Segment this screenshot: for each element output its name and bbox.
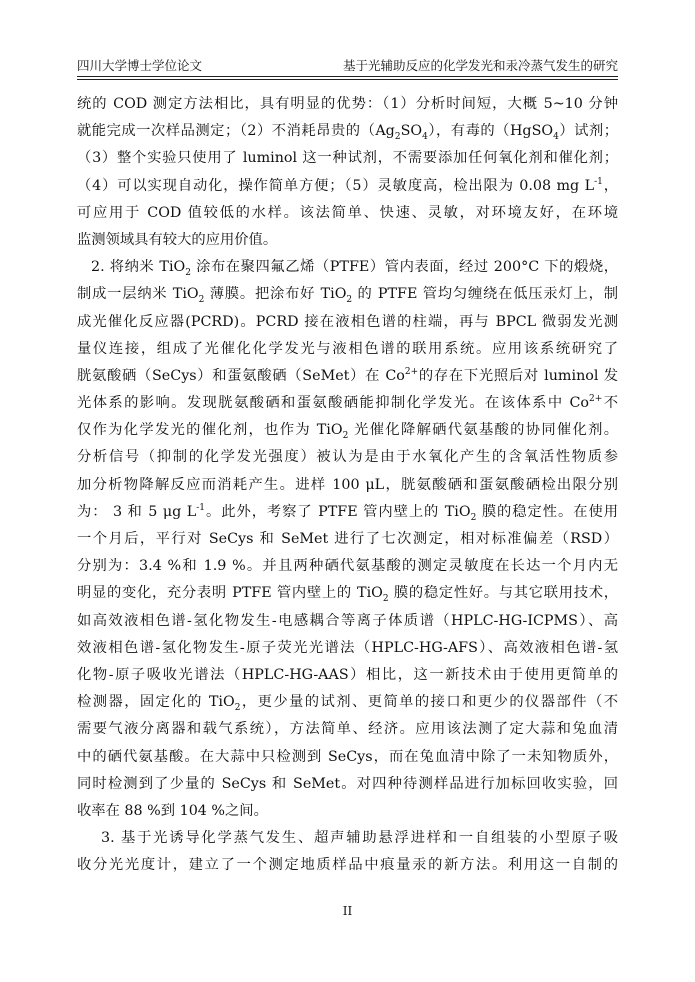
text-line: 中的硒代氨基酸。在大蒜中只检测到 SeCys，而在兔血清中除了一未知物质外， bbox=[77, 748, 618, 765]
text-line: 加分析物降解反应而消耗产生。进样 100 μL，胱氨酸硒和蛋氨酸硒检出限分别 bbox=[77, 476, 618, 493]
text-line: 一个月后，平行对 SeCys 和 SeMet 进行了七次测定，相对标准偏差（RSD） bbox=[77, 531, 618, 547]
text-line: 胱氨酸硒（SeCys）和蛋氨酸硒（SeMet）在 $Co^{2+}$的存在下光照后对 luminol 发 bbox=[77, 367, 618, 384]
text-line: 检测器，固定化的 TiO$_2$，更少量的试剂、更简单的接口和更少的仪器部件（不 bbox=[77, 694, 618, 713]
text-line: 为： 3 和 5 μg $L^{-1}$。此外，考察了 PTFE 管内壁上的 TiO$_2$ 膜的稳定性。在使用 bbox=[77, 503, 618, 523]
header-rule bbox=[77, 76, 618, 77]
text-line: 分析信号（抑制的化学发光强度）被认为是由于水氧化产生的含氧活性物质参 bbox=[77, 449, 618, 466]
text-line: 统的 COD 测定方法相比，具有明显的优势：（1）分析时间短，大概 5~10 分钟 bbox=[77, 96, 618, 112]
text-line: 3. 基于光诱导化学蒸气发生、超声辅助悬浮进样和一自组装的小型原子吸 bbox=[101, 830, 618, 847]
header-right: 基于光辅助反应的化学发光和汞冷蒸气发生的研究 bbox=[342, 58, 618, 73]
text-line: 效液相色谱-氢化物发生-原子荧光光谱法（HPLC-HG-AFS）、高效液相色谱-氢 bbox=[77, 639, 618, 656]
text-line: 可应用于 COD 值较低的水样。该法简单、快速、灵敏，对环境友好，在环境 bbox=[77, 204, 618, 221]
running-header bbox=[77, 52, 618, 74]
text-line: 分别为：3.4 %和 1.9 %。并且两种硒代氨基酸的测定灵敏度在长达一个月内无 bbox=[77, 558, 618, 575]
page-number: II bbox=[342, 904, 353, 918]
text-line: 收率在 88 %到 104 %之间。 bbox=[77, 802, 268, 819]
text-line: 成光催化反应器(PCRD)。PCRD 接在液相色谱的柱端，再与 BPCL 微弱发光测 bbox=[77, 313, 618, 330]
text-line: 需要气液分离器和载气系统），方法简单、经济。应用该法测了定大蒜和兔血清 bbox=[77, 721, 618, 738]
text-line: 2. 将纳米 TiO$_2$ 涂布在聚四氟乙烯（PTFE）管内表面，经过 200°C 下的煅烧， bbox=[91, 259, 618, 278]
text-line: 同时检测到了少量的 SeCys 和 SeMet。对四种待测样品进行加标回收实验，回 bbox=[77, 775, 618, 792]
text-line: （4）可以实现自动化，操作简单方便；（5）灵敏度高，检出限为 0.08 mg $L^{-1}$， bbox=[77, 176, 618, 194]
text-line: 明显的变化，充分表明 PTFE 管内壁上的 TiO$_2$ 膜的稳定性好。与其它联用技术， bbox=[77, 585, 618, 605]
main-text bbox=[77, 91, 618, 879]
text-line: 量仪连接，组成了光催化化学发光与液相色谱的联用系统。应用该系统研究了 bbox=[77, 340, 618, 357]
text-line: 监测领域具有较大的应用价值。 bbox=[77, 231, 278, 248]
text-line: 化物-原子吸收光谱法（HPLC-HG-AAS）相比，这一新技术由于使用更简单的 bbox=[77, 666, 618, 683]
header-rule-thin bbox=[77, 79, 618, 80]
text-line: 制成一层纳米 TiO$_2$ 薄膜。把涂布好 TiO$_2$ 的 PTFE 管均匀缠绕在低压汞灯上，制 bbox=[77, 286, 618, 306]
text-line: 光体系的影响。发现胱氨酸硒和蛋氨酸硒能抑制化学发光。在该体系中 $Co^{2+}$不 bbox=[77, 394, 618, 412]
text-line: 就能完成一次样品测定；（2）不消耗昂贵的$(Ag_2SO_4)$，有毒的（HgSO$_4$）试剂； bbox=[77, 123, 618, 143]
text-line: 仅作为化学发光的催化剂，也作为 TiO$_2$ 光催化降解硒代氨基酸的协同催化剂。 bbox=[77, 422, 618, 442]
header-left: 四川大学博士学位论文 bbox=[77, 58, 203, 73]
text-line: 如高效液相色谱-氢化物发生-电感耦合等离子体质谱（HPLC-HG-ICPMS）、高 bbox=[77, 612, 618, 629]
text-line: （3）整个实验只使用了 luminol 这一种试剂，不需要添加任何氧化剂和催化剂； bbox=[77, 150, 618, 167]
text-line: 收分光光度计，建立了一个测定地质样品中痕量汞的新方法。利用这一自制的 bbox=[77, 857, 618, 874]
